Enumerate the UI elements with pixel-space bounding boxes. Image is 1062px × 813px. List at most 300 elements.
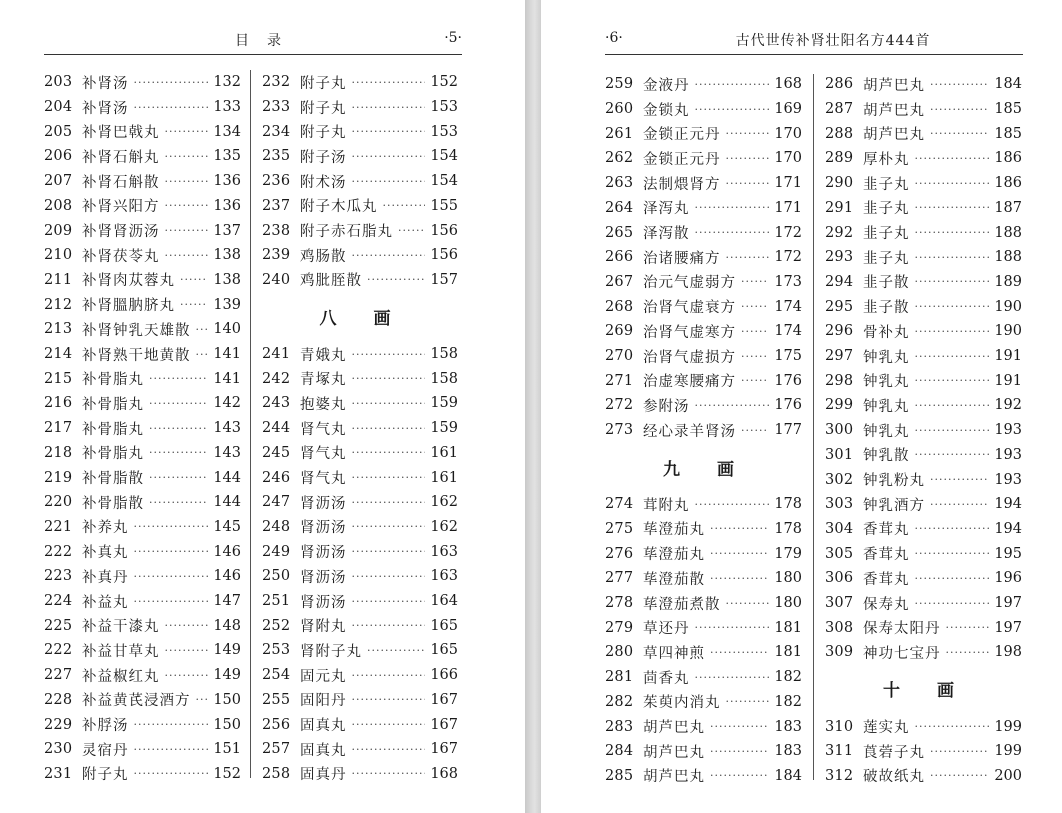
entry-number: 252 xyxy=(262,617,291,634)
leader-dots xyxy=(367,273,425,286)
toc-entry xyxy=(605,146,802,171)
entry-page: 159 xyxy=(430,420,458,437)
entry-title: 韭子丸 xyxy=(863,176,910,193)
entry-page: 167 xyxy=(430,691,458,708)
leader-dots xyxy=(915,399,990,412)
leader-dots xyxy=(915,720,990,733)
entry-number: 246 xyxy=(262,469,291,486)
entry-title: 补益干漆丸 xyxy=(82,619,160,636)
leader-dots xyxy=(149,372,208,385)
entry-title: 香茸丸 xyxy=(863,522,910,539)
entry-page: 152 xyxy=(430,74,458,91)
entry-title: 茸附丸 xyxy=(643,497,690,514)
toc-entry xyxy=(605,492,802,517)
entry-page: 172 xyxy=(774,224,802,241)
entry-page: 185 xyxy=(994,101,1022,118)
toc-entry xyxy=(605,270,802,295)
entry-title: 钟乳散 xyxy=(863,448,910,465)
entry-page: 153 xyxy=(430,99,458,116)
entry-page: 150 xyxy=(213,716,241,733)
entry-number: 281 xyxy=(605,669,634,686)
entry-title: 韭子散 xyxy=(863,300,910,317)
toc-entry xyxy=(605,640,802,665)
leader-dots xyxy=(165,175,209,188)
entry-page: 191 xyxy=(994,348,1022,365)
leader-dots xyxy=(946,646,990,659)
entry-title: 厚朴丸 xyxy=(863,151,910,168)
entry-number: 211 xyxy=(44,271,73,288)
toc-entry xyxy=(825,418,1022,443)
entry-page: 136 xyxy=(213,197,241,214)
entry-number: 292 xyxy=(825,224,854,241)
entry-number: 250 xyxy=(262,568,291,585)
entry-page: 137 xyxy=(213,222,241,239)
entry-title: 补骨脂丸 xyxy=(82,396,144,413)
entry-page: 134 xyxy=(213,123,241,140)
leader-dots xyxy=(165,199,209,212)
toc-entry xyxy=(44,218,241,243)
entry-number: 291 xyxy=(825,199,854,216)
entry-title: 破故纸丸 xyxy=(863,769,925,786)
entry-title: 治肾气虚衰方 xyxy=(643,300,736,317)
entry-title: 补骨脂丸 xyxy=(82,446,144,463)
toc-entry xyxy=(605,171,802,196)
entry-number: 294 xyxy=(825,273,854,290)
toc-entry xyxy=(605,418,802,443)
entry-page: 149 xyxy=(213,642,241,659)
entry-number: 278 xyxy=(605,595,634,612)
leader-dots xyxy=(383,199,426,212)
entry-page: 149 xyxy=(213,667,241,684)
toc-entry xyxy=(262,70,458,95)
entry-page: 178 xyxy=(774,520,802,537)
leader-dots xyxy=(915,572,990,585)
leader-dots xyxy=(134,520,209,533)
entry-number: 295 xyxy=(825,298,854,315)
entry-number: 210 xyxy=(44,247,73,264)
entry-title: 莲实丸 xyxy=(863,720,910,737)
entry-number: 214 xyxy=(44,346,73,363)
entry-page: 138 xyxy=(213,247,241,264)
toc-entry xyxy=(44,613,241,638)
entry-number: 265 xyxy=(605,224,634,241)
toc-entry xyxy=(825,196,1022,221)
leader-dots xyxy=(915,275,990,288)
toc-entry xyxy=(825,591,1022,616)
entry-title: 附子赤石脂丸 xyxy=(300,224,393,241)
entry-title: 补益甘草丸 xyxy=(82,643,160,660)
leader-dots xyxy=(352,743,426,756)
leader-dots xyxy=(741,424,769,437)
entry-title: 肾沥汤 xyxy=(300,545,347,562)
toc-entry xyxy=(44,119,241,144)
entry-page: 186 xyxy=(994,150,1022,167)
entry-number: 207 xyxy=(44,173,73,190)
entry-number: 233 xyxy=(262,99,291,116)
leader-dots xyxy=(352,471,426,484)
entry-title: 补肾钟乳天雄散 xyxy=(82,322,191,339)
toc-entry xyxy=(262,169,458,194)
entry-title: 钟乳丸 xyxy=(863,398,910,415)
entry-number: 268 xyxy=(605,298,634,315)
toc-entry xyxy=(44,268,241,293)
entry-page: 189 xyxy=(994,273,1022,290)
page-number: ·6· xyxy=(605,30,623,46)
entry-number: 222 xyxy=(44,543,73,560)
entry-page: 183 xyxy=(774,743,802,760)
toc-entry xyxy=(605,541,802,566)
entry-number: 236 xyxy=(262,173,291,190)
entry-title: 附子木瓜丸 xyxy=(300,199,378,216)
leader-dots xyxy=(710,720,769,733)
entry-title: 泽泻丸 xyxy=(643,201,690,218)
toc-entry xyxy=(825,640,1022,665)
entry-title: 附术汤 xyxy=(300,174,347,191)
leader-dots xyxy=(165,249,209,262)
toc-entry xyxy=(825,72,1022,97)
leader-dots xyxy=(695,498,770,511)
entry-title: 治虚寒腰痛方 xyxy=(643,374,736,391)
toc-entry xyxy=(605,566,802,591)
toc-entry xyxy=(44,144,241,169)
leader-dots xyxy=(710,522,769,535)
entry-page: 195 xyxy=(994,545,1022,562)
leader-dots xyxy=(726,597,770,610)
leader-dots xyxy=(165,150,209,163)
entry-title: 补肾茯苓丸 xyxy=(82,248,160,265)
entry-number: 266 xyxy=(605,249,634,266)
entry-title: 补骨脂丸 xyxy=(82,372,144,389)
entry-number: 244 xyxy=(262,420,291,437)
leader-dots xyxy=(134,101,209,114)
entry-number: 257 xyxy=(262,741,291,758)
toc-entry xyxy=(825,615,1022,640)
toc-entry xyxy=(44,317,241,342)
entry-number: 259 xyxy=(605,76,634,93)
leader-dots xyxy=(352,595,426,608)
leader-dots xyxy=(134,743,209,756)
entry-title: 胡芦巴丸 xyxy=(863,77,925,94)
toc-entry xyxy=(262,144,458,169)
entry-page: 176 xyxy=(774,372,802,389)
entry-title: 附子汤 xyxy=(300,149,347,166)
entry-number: 261 xyxy=(605,125,634,142)
entry-page: 148 xyxy=(213,617,241,634)
entry-title: 肾附子丸 xyxy=(300,643,362,660)
entry-page: 155 xyxy=(430,197,458,214)
entry-title: 补骨脂丸 xyxy=(82,421,144,438)
entry-number: 289 xyxy=(825,150,854,167)
entry-number: 262 xyxy=(605,150,634,167)
entry-number: 296 xyxy=(825,323,854,340)
leader-dots xyxy=(930,127,989,140)
entry-number: 279 xyxy=(605,619,634,636)
leader-dots xyxy=(352,101,426,114)
toc-entry xyxy=(44,663,241,688)
leader-dots xyxy=(165,619,209,632)
toc-entry xyxy=(825,739,1022,764)
leader-dots xyxy=(352,422,426,435)
leader-dots xyxy=(695,399,770,412)
entry-title: 金锁正元丹 xyxy=(643,151,721,168)
entry-title: 肾沥汤 xyxy=(300,520,347,537)
entry-page: 169 xyxy=(774,101,802,118)
entry-number: 239 xyxy=(262,247,291,264)
entry-number: 300 xyxy=(825,422,854,439)
entry-title: 肾附丸 xyxy=(300,619,347,636)
entry-page: 196 xyxy=(994,570,1022,587)
leader-dots xyxy=(352,372,426,385)
toc-entry xyxy=(44,737,241,762)
toc-entry xyxy=(262,539,458,564)
entry-page: 193 xyxy=(994,446,1022,463)
toc-entry xyxy=(44,342,241,367)
entry-page: 154 xyxy=(430,148,458,165)
leader-dots xyxy=(915,597,990,610)
toc-entry xyxy=(262,613,458,638)
toc-entry xyxy=(262,441,458,466)
entry-title: 补益丸 xyxy=(82,594,129,611)
entry-number: 215 xyxy=(44,370,73,387)
toc-entry xyxy=(825,319,1022,344)
header-rule xyxy=(605,54,1023,55)
entry-title: 补肾汤 xyxy=(82,100,129,117)
toc-entry xyxy=(44,243,241,268)
entry-page: 150 xyxy=(213,691,241,708)
entry-number: 237 xyxy=(262,197,291,214)
entry-title: 补肾石斛散 xyxy=(82,174,160,191)
entry-number: 293 xyxy=(825,249,854,266)
entry-title: 钟乳粉丸 xyxy=(863,473,925,490)
entry-page: 178 xyxy=(774,496,802,513)
entry-title: 钟乳丸 xyxy=(863,374,910,391)
toc-entry xyxy=(44,441,241,466)
entry-page: 156 xyxy=(430,247,458,264)
entry-title: 胡芦巴丸 xyxy=(863,102,925,119)
toc-entry xyxy=(262,342,458,367)
entry-title: 补骨脂散 xyxy=(82,495,144,512)
entry-page: 165 xyxy=(430,642,458,659)
entry-title: 韭子丸 xyxy=(863,226,910,243)
entry-number: 222 xyxy=(44,642,73,659)
toc-entry xyxy=(44,515,241,540)
entry-title: 补肾膃肭脐丸 xyxy=(82,298,175,315)
entry-number: 203 xyxy=(44,74,73,91)
entry-title: 补益椒红丸 xyxy=(82,668,160,685)
leader-dots xyxy=(352,348,426,361)
leader-dots xyxy=(352,520,426,533)
leader-dots xyxy=(352,249,426,262)
entry-page: 180 xyxy=(774,570,802,587)
entry-page: 147 xyxy=(213,593,241,610)
leader-dots xyxy=(352,570,426,583)
entry-page: 139 xyxy=(213,296,241,313)
toc-entry xyxy=(825,566,1022,591)
entry-page: 173 xyxy=(774,273,802,290)
toc-entry xyxy=(44,638,241,663)
leader-dots xyxy=(196,323,209,336)
toc-entry xyxy=(44,465,241,490)
leader-dots xyxy=(946,621,990,634)
entry-number: 272 xyxy=(605,397,634,414)
entry-title: 固真丹 xyxy=(300,767,347,784)
toc-entry xyxy=(825,344,1022,369)
leader-dots xyxy=(134,545,209,558)
leader-dots xyxy=(352,446,426,459)
entry-number: 255 xyxy=(262,691,291,708)
toc-entry xyxy=(825,171,1022,196)
entry-page: 141 xyxy=(213,346,241,363)
entry-title: 鸡肶胵散 xyxy=(300,273,362,290)
leader-dots xyxy=(710,572,769,585)
toc-entry xyxy=(605,220,802,245)
toc-entry xyxy=(262,391,458,416)
entry-number: 254 xyxy=(262,667,291,684)
entry-title: 补真丹 xyxy=(82,569,129,586)
leader-dots xyxy=(915,522,990,535)
leader-dots xyxy=(149,397,208,410)
leader-dots xyxy=(134,767,209,780)
entry-title: 附子丸 xyxy=(300,125,347,142)
entry-number: 288 xyxy=(825,125,854,142)
entry-page: 146 xyxy=(213,568,241,585)
leader-dots xyxy=(741,275,769,288)
toc-entry xyxy=(825,97,1022,122)
entry-page: 162 xyxy=(430,518,458,535)
leader-dots xyxy=(352,150,426,163)
entry-number: 302 xyxy=(825,471,854,488)
leader-dots xyxy=(149,471,208,484)
right-page xyxy=(541,0,1062,813)
entry-number: 307 xyxy=(825,595,854,612)
entry-number: 245 xyxy=(262,444,291,461)
entry-page: 157 xyxy=(430,271,458,288)
entry-title: 草四神煎 xyxy=(643,645,705,662)
leader-dots xyxy=(915,350,990,363)
entry-page: 144 xyxy=(213,494,241,511)
leader-dots xyxy=(741,350,769,363)
entry-page: 145 xyxy=(213,518,241,535)
toc-entry xyxy=(262,119,458,144)
toc-entry xyxy=(825,368,1022,393)
leader-dots xyxy=(710,769,769,782)
entry-title: 补肾兴阳方 xyxy=(82,199,160,216)
entry-title: 莨菪子丸 xyxy=(863,744,925,761)
entry-page: 197 xyxy=(994,595,1022,612)
leader-dots xyxy=(352,718,426,731)
toc-entry xyxy=(825,220,1022,245)
entry-number: 267 xyxy=(605,273,634,290)
leader-dots xyxy=(695,103,770,116)
entry-page: 140 xyxy=(213,321,241,338)
entry-title: 补真丸 xyxy=(82,545,129,562)
entry-title: 香茸丸 xyxy=(863,571,910,588)
entry-page: 167 xyxy=(430,741,458,758)
entry-title: 胡芦巴丸 xyxy=(643,720,705,737)
toc-entry xyxy=(44,169,241,194)
entry-title: 灵宿丹 xyxy=(82,742,129,759)
toc-entry xyxy=(825,714,1022,739)
toc-entry xyxy=(262,515,458,540)
entry-number: 232 xyxy=(262,74,291,91)
toc-entry xyxy=(44,490,241,515)
entry-title: 钟乳丸 xyxy=(863,423,910,440)
entry-number: 260 xyxy=(605,101,634,118)
leader-dots xyxy=(134,595,209,608)
entry-number: 229 xyxy=(44,716,73,733)
entry-page: 161 xyxy=(430,469,458,486)
entry-number: 235 xyxy=(262,148,291,165)
entry-page: 181 xyxy=(774,619,802,636)
entry-number: 284 xyxy=(605,743,634,760)
entry-number: 231 xyxy=(44,765,73,782)
entry-title: 固元丸 xyxy=(300,668,347,685)
leader-dots xyxy=(149,446,208,459)
entry-title: 参附汤 xyxy=(643,398,690,415)
toc-entry xyxy=(262,243,458,268)
toc-entry xyxy=(262,762,458,787)
entry-title: 补益黄芪浸酒方 xyxy=(82,693,191,710)
entry-number: 283 xyxy=(605,718,634,735)
leader-dots xyxy=(180,298,208,311)
toc-entry xyxy=(44,589,241,614)
entry-title: 保寿丸 xyxy=(863,596,910,613)
entry-number: 206 xyxy=(44,148,73,165)
entry-number: 218 xyxy=(44,444,73,461)
leader-dots xyxy=(726,177,770,190)
entry-number: 273 xyxy=(605,422,634,439)
leader-dots xyxy=(352,175,426,188)
entry-number: 304 xyxy=(825,520,854,537)
entry-page: 166 xyxy=(430,667,458,684)
toc-entry xyxy=(262,465,458,490)
leader-dots xyxy=(915,325,990,338)
entry-number: 280 xyxy=(605,644,634,661)
leader-dots xyxy=(695,78,770,91)
entry-number: 205 xyxy=(44,123,73,140)
entry-page: 136 xyxy=(213,173,241,190)
entry-title: 补脬汤 xyxy=(82,718,129,735)
leader-dots xyxy=(165,669,209,682)
entry-page: 174 xyxy=(774,323,802,340)
toc-entry xyxy=(44,366,241,391)
entry-title: 补肾熟干地黄散 xyxy=(82,347,191,364)
entry-number: 312 xyxy=(825,767,854,784)
entry-number: 225 xyxy=(44,617,73,634)
entry-title: 胡芦巴丸 xyxy=(863,127,925,144)
entry-page: 170 xyxy=(774,125,802,142)
entry-title: 附子丸 xyxy=(300,75,347,92)
toc-entry xyxy=(605,121,802,146)
entry-page: 182 xyxy=(774,693,802,710)
toc-entry xyxy=(825,443,1022,468)
entry-number: 297 xyxy=(825,348,854,365)
leader-dots xyxy=(352,76,426,89)
entry-page: 174 xyxy=(774,298,802,315)
leader-dots xyxy=(196,693,209,706)
entry-title: 肾沥汤 xyxy=(300,495,347,512)
leader-dots xyxy=(352,693,426,706)
entry-title: 补骨脂散 xyxy=(82,471,144,488)
entry-number: 248 xyxy=(262,518,291,535)
leader-dots xyxy=(726,695,770,708)
toc-entry xyxy=(605,591,802,616)
entry-page: 186 xyxy=(994,175,1022,192)
entry-title: 胡芦巴丸 xyxy=(643,769,705,786)
entry-title: 金锁丸 xyxy=(643,102,690,119)
entry-number: 234 xyxy=(262,123,291,140)
entry-page: 197 xyxy=(994,619,1022,636)
